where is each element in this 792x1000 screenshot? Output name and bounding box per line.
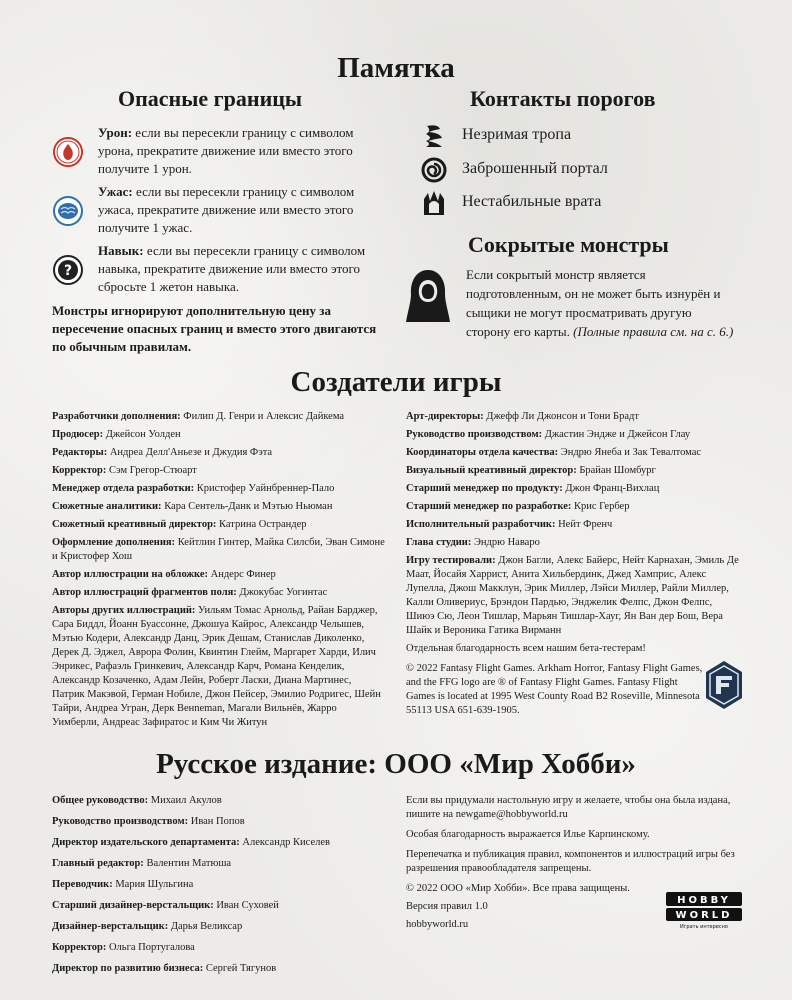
logo-tagline: Играть интересно xyxy=(680,924,728,930)
credit-item: Старший менеджер по продукту: Джон Франц-Вихлац xyxy=(406,483,660,494)
credit-item: Переводчик: Мария Шульгина xyxy=(52,879,194,890)
hidden-monsters-text: Если сокрытый монстр является подготовленным, он не может быть изнурён и сыщики не могут просматривать другую сторону его карты. (Полные правила см. на с. 6.) xyxy=(466,267,734,339)
credit-item: Продюсер: Джейсон Уолден xyxy=(52,429,181,440)
credit-item: Дизайнер-верстальщик: Дарья Великсар xyxy=(52,921,243,932)
hooded-figure-icon xyxy=(404,268,452,324)
credits-title: Создатели игры xyxy=(290,366,502,398)
rules-version: Версия правил 1.0 xyxy=(406,901,488,912)
credit-item: Исполнительный разработчик: Нейт Френч xyxy=(406,519,613,530)
credit-item: Визуальный креативный директор: Брайан Шомбург xyxy=(406,465,656,476)
credit-item: Сюжетные аналитики: Кара Сентель-Данк и Мэтью Ньюман xyxy=(52,501,333,512)
credit-item: Старший менеджер по разработке: Крис Гербер xyxy=(406,501,630,512)
russian-credits-column xyxy=(52,794,392,983)
credits-right-column xyxy=(406,410,742,660)
credit-item: Автор иллюстрации на обложке: Андерс Финер xyxy=(52,569,276,580)
logo-top-text: HOBBY xyxy=(677,895,731,906)
credit-item: Разработчики дополнения: Филип Д. Генри и Алексис Дайкема xyxy=(52,411,345,422)
credit-item: Главный редактор: Валентин Матюша xyxy=(52,858,232,869)
border-damage xyxy=(52,124,372,180)
skill-text: если вы пересекли границу с символом навыка, прекратите движение или вместо этого сбросьте 1 жетон навыка. xyxy=(98,243,366,294)
damage-text: если вы пересекли границу с символом урона, прекратите движение или вместо этого получите 1 урон. xyxy=(98,125,354,176)
thanks-note: Особая благодарность выражается Илье Карпинскому. xyxy=(406,829,650,840)
credit-item: Руководство производством: Иван Попов xyxy=(52,816,245,827)
unstable-gate-label: Нестабильные врата xyxy=(462,193,602,210)
credit-item: Общее руководство: Михаил Акулов xyxy=(52,795,222,806)
horror-label: Ужас: xyxy=(98,184,133,199)
beta-thanks: Отдельная благодарность всем нашим бета-тестерам! xyxy=(406,643,646,654)
credit-item: Менеджер отдела разработки: Кристофер Уайнбреннер-Пало xyxy=(52,483,335,494)
credit-item: Руководство производством: Джастин Эндже и Джейсон Глау xyxy=(406,429,691,440)
credit-item: Корректор: Ольга Португалова xyxy=(52,942,195,953)
hidden-monsters-ref: (Полные правила см. на с. 6.) xyxy=(569,324,734,339)
copyright-restriction: Перепечатка и публикация правил, компонентов и иллюстраций игры без разрешения правообладателя запрещены. xyxy=(406,849,735,874)
border-skill xyxy=(52,242,372,298)
credits-left-column xyxy=(52,410,385,734)
credit-item: Оформление дополнения: Кейтлин Гинтер, Майка Силсби, Эван Симоне и Кристофер Хош xyxy=(52,537,385,562)
unstable-gate-icon xyxy=(420,189,448,217)
credit-item: Авторы других иллюстраций: Уильям Томас Арнольд, Райан Барджер, Сара Биддл, Йоанн Буассонне, Джошуа Кайрос, Александр Челышев, Мэтью Кодери, Александр Данц, Эрик Дешам, Станислав Диколенко, Дерек Д. Эджел, Аврора Фолин, Квинтин Глейм, Маргарет Харди, Илич Энрикес, Рафаэль Гринкевич, Александр Карч, Романа Кенделик, Александр Козаченко, Адам Лейн, Роберт Ласки, Диана Мартинес, Патрик Макэвой, Герман Нобиле, Джон Пейсер, Эмилио Родригес, Шейн Тайри, Андреа Угран, Дерк Венneman, Магали Вильнёв, Жарро Уимберли, Андреас Зафиратос и Ким Чи Житун xyxy=(52,605,381,728)
abandoned-portal-icon xyxy=(420,156,448,184)
hidden-monsters-title: Сокрытые монстры xyxy=(468,232,669,257)
website-link[interactable]: hobbyworld.ru xyxy=(406,919,469,930)
monster-note: Монстры игнорируют дополнительную цену за пересечение опасных границ и вместо этого двигаются по обычным правилам. xyxy=(52,303,377,354)
credit-item: Редакторы: Андреа Делл'Аньезе и Джудия Фэта xyxy=(52,447,273,458)
ru-copyright: © 2022 ООО «Мир Хобби». Все права защищены. xyxy=(406,883,630,894)
russian-edition-title: Русское издание: ООО «Мир Хобби» xyxy=(156,748,636,780)
damage-icon xyxy=(52,136,84,168)
damage-label: Урон: xyxy=(98,125,133,140)
credit-item: Глава студии: Эндрю Наваро xyxy=(406,537,540,548)
hobby-world-logo-icon xyxy=(664,890,744,930)
ffg-logo-icon xyxy=(704,660,744,710)
credit-item: Сюжетный креативный директор: Катрина Острандер xyxy=(52,519,307,530)
credit-item: Координаторы отдела качества: Эндрю Янеба и Зак Тевалтомас xyxy=(406,447,702,458)
logo-bottom-text: WORLD xyxy=(675,910,733,921)
svg-text:?: ? xyxy=(63,263,73,279)
credit-item: Директор издательского департамента: Александр Киселев xyxy=(52,837,330,848)
page-title: Памятка xyxy=(337,52,455,84)
border-horror xyxy=(52,183,372,239)
horror-text: если вы пересекли границу с символом ужаса, прекратите движение или вместо этого получите 1 ужас. xyxy=(98,184,355,235)
credit-item: Игру тестировали: Джон Багли, Алекс Байерс, Нейт Карнахан, Эмиль Де Маат, Йосайя Харрист, Анита Хильбердинк, Джед Хамприс, Алекс Лупелла, Джош Макклун, Эрик Миллер, Лэйси Миллер, Райли Миллер, Калли Оливериус, Брэндон Пардью, Энджелик Фелпс, Джон Фелпс, Шиюэ Сю, Леон Тишлар, Марьян Тишлар-Хауг, Ян Ван дер Бош, Вера Шайк и Вероника Гатика Вирманн xyxy=(406,555,739,636)
dangerous-borders-title: Опасные границы xyxy=(118,86,303,111)
invisible-path-label: Незримая тропа xyxy=(462,126,572,143)
skill-icon xyxy=(52,254,84,286)
abandoned-portal-label: Заброшенный портал xyxy=(462,160,608,177)
invisible-path-icon xyxy=(420,122,448,150)
credit-item: Корректор: Сэм Грегор-Стюарт xyxy=(52,465,197,476)
credit-item: Автор иллюстраций фрагментов поля: Джокубас Уогинтас xyxy=(52,587,328,598)
legal-text: © 2022 Fantasy Flight Games. Arkham Horror, Fantasy Flight Games, and the FFG logo are ® of Fantasy Flight Games. Fantasy Flight Games is located at 1995 West County Road B2 Roseville, Minnesota 55113 USA 651-639-1905. xyxy=(406,663,703,716)
credit-item: Арт-директоры: Джефф Ли Джонсон и Тони Брадт xyxy=(406,411,639,422)
threshold-contacts-title: Контакты порогов xyxy=(470,86,656,111)
newgame-note: Если вы придумали настольную игру и желаете, чтобы она была издана, пишите на newgame@hobbyworld.ru xyxy=(406,795,731,820)
credit-item: Директор по развитию бизнеса: Сергей Тягунов xyxy=(52,963,277,974)
horror-icon xyxy=(52,195,84,227)
credit-item: Старший дизайнер-верстальщик: Иван Суховей xyxy=(52,900,279,911)
skill-label: Навык: xyxy=(98,243,144,258)
